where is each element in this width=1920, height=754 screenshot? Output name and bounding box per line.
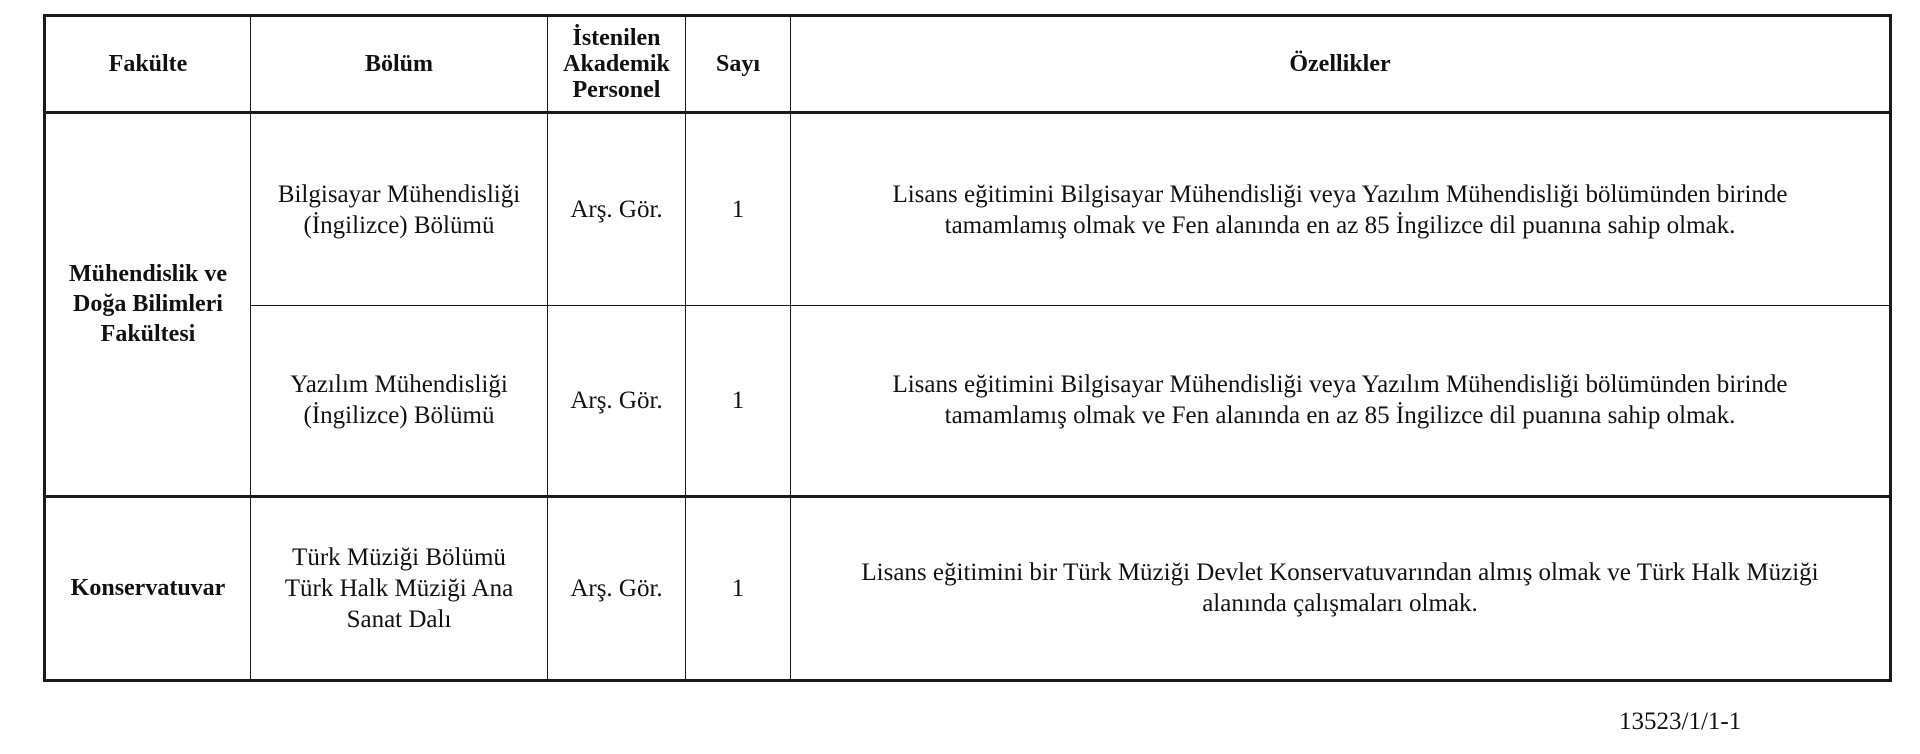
faculty-line: Fakültesi	[100, 321, 196, 348]
requirements-line: tamamlamış olmak ve Fen alanında en az 85 İngilizce dil puanına sahip olmak.	[944, 211, 1736, 239]
faculty-cell-conservatory	[45, 496, 251, 680]
table-row	[45, 113, 1891, 306]
header-personnel-line-1: İstenilen	[572, 25, 661, 51]
header-requirements: Özellikler	[791, 16, 1891, 113]
requirements-cell	[791, 306, 1891, 496]
header-count: Sayı	[686, 16, 791, 113]
requirements-line: alanında çalışmaları olmak.	[1202, 590, 1478, 618]
table-header-row	[45, 16, 1891, 113]
requirements-line: tamamlamış olmak ve Fen alanında en az 85 İngilizce dil puanına sahip olmak.	[944, 402, 1736, 430]
faculty-cell-engineering	[45, 113, 251, 497]
requirements-cell	[791, 496, 1891, 680]
faculty-line: Konservatuvar	[70, 575, 226, 602]
department-line: (İngilizce) Bölümü	[303, 211, 495, 239]
department-cell	[251, 496, 548, 680]
table-row	[45, 496, 1891, 680]
header-department: Bölüm	[251, 16, 548, 113]
header-faculty: Fakülte	[45, 16, 251, 113]
faculty-line: Doğa Bilimleri	[73, 291, 223, 318]
requirements-line: Lisans eğitimini Bilgisayar Mühendisliği veya Yazılım Mühendisliği bölümünden birinde	[892, 180, 1788, 208]
header-requested-personnel	[548, 16, 686, 113]
requirements-cell	[791, 113, 1891, 306]
department-cell	[251, 113, 548, 306]
department-line: Türk Halk Müziği Ana	[284, 574, 514, 602]
document-code: 13523/1/1-1	[1619, 708, 1742, 735]
table-row	[45, 306, 1891, 496]
header-personnel-line-3: Personel	[572, 77, 661, 103]
job-listing-table	[43, 14, 1892, 682]
department-cell	[251, 306, 548, 496]
count-cell: 1	[686, 306, 791, 496]
department-line: Bilgisayar Mühendisliği	[277, 180, 521, 208]
personnel-cell: Arş. Gör.	[548, 113, 686, 306]
personnel-cell: Arş. Gör.	[548, 306, 686, 496]
personnel-cell: Arş. Gör.	[548, 496, 686, 680]
department-line: Türk Müziği Bölümü	[292, 543, 506, 571]
department-line: (İngilizce) Bölümü	[303, 402, 495, 430]
count-cell: 1	[686, 496, 791, 680]
count-cell: 1	[686, 113, 791, 306]
department-line: Yazılım Mühendisliği	[290, 371, 508, 399]
faculty-line: Mühendislik ve	[68, 261, 228, 288]
requirements-line: Lisans eğitimini bir Türk Müziği Devlet Konservatuvarından almış olmak ve Türk Halk Müziği	[861, 559, 1819, 587]
requirements-line: Lisans eğitimini Bilgisayar Mühendisliği veya Yazılım Mühendisliği bölümünden birinde	[892, 371, 1788, 399]
department-line: Sanat Dalı	[346, 605, 452, 633]
header-personnel-line-2: Akademik	[563, 51, 670, 77]
